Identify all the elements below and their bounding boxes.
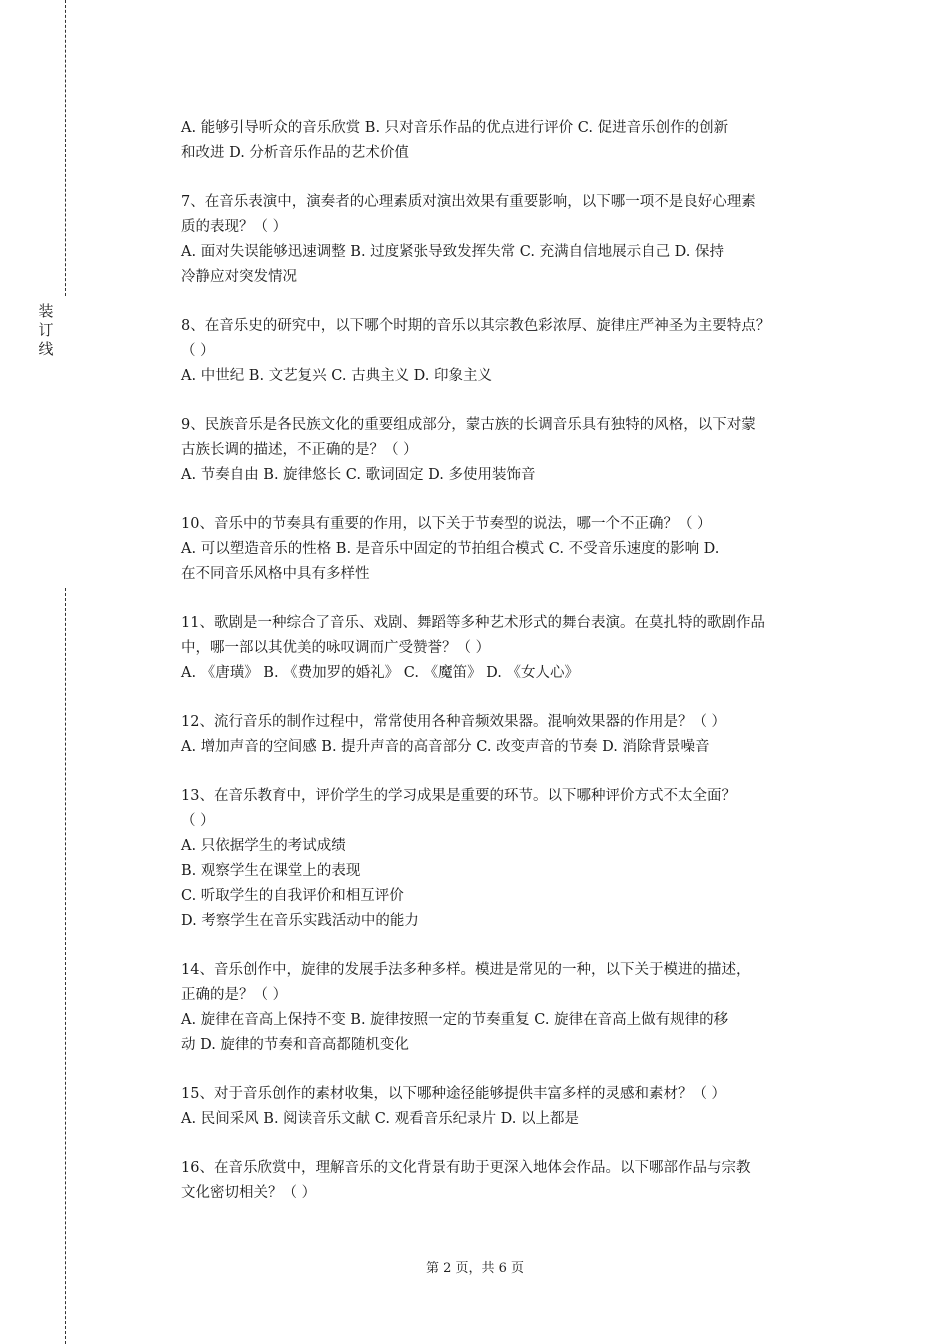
question-text-line: 质的表现？（ ） [181, 219, 288, 235]
question-text-line: 中，哪一部以其优美的咏叹调而广受赞誉？（ ） [181, 640, 491, 656]
question-text-line: A. 民间采风 B. 阅读音乐文献 C. 观看音乐纪录片 D. 以上都是 [181, 1111, 580, 1127]
page-footer: 第 2 页，共 6 页 [425, 1261, 525, 1276]
binding-dashed-line-bottom [65, 588, 66, 1344]
question-text-line: A. 旋律在音高上保持不变 B. 旋律按照一定的节奏重复 C. 旋律在音高上做有规律的移 [181, 1012, 729, 1028]
question-text-line: 动 D. 旋律的节奏和音高都随机变化 [181, 1037, 409, 1053]
question-text-line: 正确的是？（ ） [181, 987, 288, 1003]
question-text-line: A. 节奏自由 B. 旋律悠长 C. 歌词固定 D. 多使用装饰音 [181, 467, 536, 483]
question-block [181, 413, 841, 488]
question-text-line: A. 《唐璜》 B. 《费加罗的婚礼》 C. 《魔笛》 D. 《女人心》 [181, 665, 580, 681]
question-text-line: 15、对于音乐创作的素材收集，以下哪种途径能够提供丰富多样的灵感和素材？（ ） [181, 1086, 727, 1102]
question-text-line: A. 可以塑造音乐的性格 B. 是音乐中固定的节拍组合模式 C. 不受音乐速度的影响 D. [181, 541, 720, 557]
question-text-line: （ ） [181, 813, 215, 829]
question-text-line: 古族长调的描述，不正确的是？（ ） [181, 442, 418, 458]
question-text-line: 9、民族音乐是各民族文化的重要组成部分，蒙古族的长调音乐具有独特的风格，以下对蒙 [181, 417, 756, 433]
binding-label: 装订线 [38, 302, 54, 358]
question-text-line: 10、音乐中的节奏具有重要的作用，以下关于节奏型的说法，哪一个不正确？（ ） [181, 516, 712, 532]
question-text-line: 14、音乐创作中，旋律的发展手法多种多样。模进是常见的一种，以下关于模进的描述， [181, 962, 751, 978]
question-text-line: A. 增加声音的空间感 B. 提升声音的高音部分 C. 改变声音的节奏 D. 消除背景噪音 [181, 739, 710, 755]
question-block [181, 958, 841, 1058]
question-block [181, 1082, 841, 1132]
question-text-line: A. 面对失误能够迅速调整 B. 过度紧张导致发挥失常 C. 充满自信地展示自己 D. 保持 [181, 244, 725, 260]
question-text-line: 16、在音乐欣赏中，理解音乐的文化背景有助于更深入地体会作品。以下哪部作品与宗教 [181, 1160, 751, 1176]
question-text-line: A. 能够引导听众的音乐欣赏 B. 只对音乐作品的优点进行评价 C. 促进音乐创作的创新 [181, 120, 729, 136]
question-text-line: 和改进 D. 分析音乐作品的艺术价值 [181, 145, 409, 161]
question-text-line: A. 中世纪 B. 文艺复兴 C. 古典主义 D. 印象主义 [181, 368, 493, 384]
question-text-line: 11、歌剧是一种综合了音乐、戏剧、舞蹈等多种艺术形式的舞台表演。在莫扎特的歌剧作品 [181, 615, 765, 631]
question-text-line: B. 观察学生在课堂上的表现 [181, 863, 361, 879]
question-text-line: （ ） [181, 343, 215, 359]
question-block [181, 314, 841, 389]
question-text-line: 7、在音乐表演中，演奏者的心理素质对演出效果有重要影响，以下哪一项不是良好心理素 [181, 194, 756, 210]
question-text-line: 冷静应对突发情况 [181, 269, 297, 285]
question-block [181, 784, 841, 934]
binding-dashed-line-top [65, 0, 66, 296]
question-text-line: C. 听取学生的自我评价和相互评价 [181, 888, 404, 904]
question-text-line: A. 只依据学生的考试成绩 [181, 838, 346, 854]
question-text-line: 12、流行音乐的制作过程中，常常使用各种音频效果器。混响效果器的作用是？（ ） [181, 714, 727, 730]
question-list [181, 116, 841, 1230]
question-block [181, 1156, 841, 1206]
question-block [181, 190, 841, 290]
question-text-line: 在不同音乐风格中具有多样性 [181, 566, 370, 582]
question-text-line: D. 考察学生在音乐实践活动中的能力 [181, 913, 419, 929]
question-text-line: 13、在音乐教育中，评价学生的学习成果是重要的环节。以下哪种评价方式不太全面？ [181, 788, 736, 804]
question-text-line: 8、在音乐史的研究中，以下哪个时期的音乐以其宗教色彩浓厚、旋律庄严神圣为主要特点？ [181, 318, 771, 334]
question-block [181, 512, 841, 587]
question-block [181, 710, 841, 760]
question-block [181, 116, 841, 166]
question-block [181, 611, 841, 686]
question-text-line: 文化密切相关？（ ） [181, 1185, 317, 1201]
